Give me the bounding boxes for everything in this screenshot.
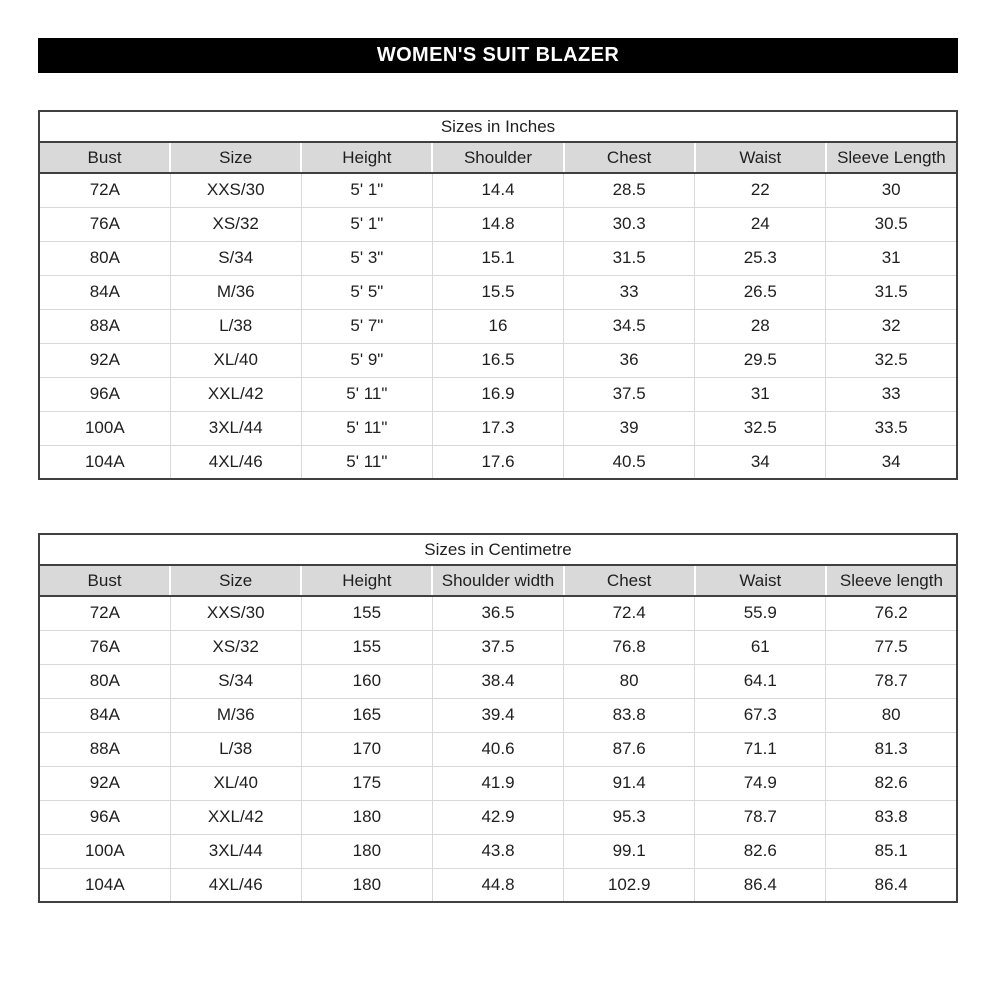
table-cell: 160 [301,664,432,698]
table-cell: 4XL/46 [170,445,301,479]
table-cell: 76A [39,207,170,241]
table-cell: 72A [39,173,170,207]
table-row [39,800,957,834]
table-cell: 32.5 [695,411,826,445]
column-header-size: Size [170,565,301,596]
table-cell: 80 [564,664,695,698]
table-cell: 87.6 [564,732,695,766]
table-cell: 25.3 [695,241,826,275]
table-cell: 5' 1" [301,173,432,207]
table-cell: 30.5 [826,207,957,241]
table-cell: 34 [826,445,957,479]
table-cell: 31.5 [826,275,957,309]
table-row [39,411,957,445]
table-cell: S/34 [170,241,301,275]
table-cell: 33 [564,275,695,309]
table-cell: 86.4 [695,868,826,902]
table-cell: 155 [301,596,432,630]
table-cell: XXL/42 [170,377,301,411]
table-cell: 36.5 [432,596,563,630]
table-header-row [39,142,957,173]
table-cell: 31 [826,241,957,275]
table-cell: 165 [301,698,432,732]
table-cell: 14.4 [432,173,563,207]
table-cell: 37.5 [432,630,563,664]
table-cell: 34 [695,445,826,479]
table-caption: Sizes in Centimetre [39,534,957,565]
column-header-chest: Chest [564,565,695,596]
table-cell: 5' 5" [301,275,432,309]
table-cell: 16.5 [432,343,563,377]
table-cell: 83.8 [826,800,957,834]
table-row [39,173,957,207]
table-row [39,664,957,698]
table-row [39,596,957,630]
centimetre-size-table [38,533,958,903]
table-cell: 15.1 [432,241,563,275]
table-cell: 180 [301,800,432,834]
table-cell: 5' 3" [301,241,432,275]
table-cell: 80 [826,698,957,732]
table-cell: 40.6 [432,732,563,766]
table-cell: 72A [39,596,170,630]
table-cell: XL/40 [170,343,301,377]
table-cell: 24 [695,207,826,241]
table-cell: 17.6 [432,445,563,479]
column-header-shoulder-width: Shoulder width [432,565,563,596]
table-cell: 34.5 [564,309,695,343]
table-cell: 36 [564,343,695,377]
column-header-waist: Waist [695,142,826,173]
column-header-shoulder: Shoulder [432,142,563,173]
table-cell: 55.9 [695,596,826,630]
table-row [39,343,957,377]
table-caption-row [39,111,957,142]
table-cell: 170 [301,732,432,766]
column-header-chest: Chest [564,142,695,173]
table-cell: 33 [826,377,957,411]
table-cell: M/36 [170,275,301,309]
table-cell: 95.3 [564,800,695,834]
table-cell: M/36 [170,698,301,732]
table-caption: Sizes in Inches [39,111,957,142]
table-cell: 84A [39,698,170,732]
table-cell: 43.8 [432,834,563,868]
table-cell: 44.8 [432,868,563,902]
table-cell: 88A [39,732,170,766]
table-cell: XXS/30 [170,596,301,630]
table-row [39,309,957,343]
table-cell: 88A [39,309,170,343]
table-cell: 5' 9" [301,343,432,377]
table-cell: XXS/30 [170,173,301,207]
table-row [39,445,957,479]
inches-size-table [38,110,958,480]
table-row [39,377,957,411]
table-cell: 72.4 [564,596,695,630]
table-cell: 99.1 [564,834,695,868]
table-header-row [39,565,957,596]
table-cell: 155 [301,630,432,664]
table-cell: 80A [39,241,170,275]
table-cell: 91.4 [564,766,695,800]
table-row [39,698,957,732]
table-cell: XS/32 [170,630,301,664]
table-row [39,766,957,800]
table-cell: 5' 11" [301,411,432,445]
table-cell: 14.8 [432,207,563,241]
table-cell: 4XL/46 [170,868,301,902]
table-cell: 67.3 [695,698,826,732]
table-cell: 76.8 [564,630,695,664]
table-cell: 16.9 [432,377,563,411]
table-cell: 32 [826,309,957,343]
table-cell: 100A [39,411,170,445]
column-header-bust: Bust [39,565,170,596]
table-cell: 16 [432,309,563,343]
table-cell: 38.4 [432,664,563,698]
table-cell: 76A [39,630,170,664]
table-cell: 85.1 [826,834,957,868]
table-cell: 30 [826,173,957,207]
table-cell: 83.8 [564,698,695,732]
table-cell: 104A [39,868,170,902]
table-cell: 28.5 [564,173,695,207]
table-cell: 96A [39,377,170,411]
table-cell: L/38 [170,732,301,766]
table-body [39,596,957,902]
table-cell: 78.7 [695,800,826,834]
table-cell: 28 [695,309,826,343]
table-row [39,630,957,664]
table-row [39,868,957,902]
table-cell: XXL/42 [170,800,301,834]
table-cell: 71.1 [695,732,826,766]
table-cell: 92A [39,343,170,377]
table-cell: 17.3 [432,411,563,445]
column-header-bust: Bust [39,142,170,173]
table-cell: 31 [695,377,826,411]
table-cell: 22 [695,173,826,207]
table-cell: 5' 11" [301,445,432,479]
table-cell: 175 [301,766,432,800]
table-row [39,732,957,766]
table-cell: 5' 11" [301,377,432,411]
table-cell: 30.3 [564,207,695,241]
table-cell: 86.4 [826,868,957,902]
table-cell: 74.9 [695,766,826,800]
column-header-height: Height [301,142,432,173]
page-title: WOMEN'S SUIT BLAZER [376,44,620,66]
table-row [39,207,957,241]
table-cell: 180 [301,868,432,902]
table-cell: 15.5 [432,275,563,309]
table-cell: 37.5 [564,377,695,411]
table-cell: 3XL/44 [170,411,301,445]
table-cell: 102.9 [564,868,695,902]
table-cell: 96A [39,800,170,834]
title-bar [38,38,958,73]
table-row [39,241,957,275]
table-cell: 29.5 [695,343,826,377]
table-caption-row [39,534,957,565]
table-cell: 80A [39,664,170,698]
table-cell: 77.5 [826,630,957,664]
table-cell: 82.6 [826,766,957,800]
column-header-waist: Waist [695,565,826,596]
table-cell: 33.5 [826,411,957,445]
table-cell: 81.3 [826,732,957,766]
table-cell: 100A [39,834,170,868]
table-cell: 76.2 [826,596,957,630]
table-cell: XS/32 [170,207,301,241]
table-cell: 31.5 [564,241,695,275]
table-row [39,275,957,309]
table-cell: 3XL/44 [170,834,301,868]
table-cell: 32.5 [826,343,957,377]
centimetre-size-table-section [38,533,958,903]
table-cell: 78.7 [826,664,957,698]
table-cell: 39.4 [432,698,563,732]
table-cell: 64.1 [695,664,826,698]
table-cell: S/34 [170,664,301,698]
table-cell: 84A [39,275,170,309]
table-cell: 92A [39,766,170,800]
table-cell: 40.5 [564,445,695,479]
table-cell: XL/40 [170,766,301,800]
table-cell: 41.9 [432,766,563,800]
table-cell: 82.6 [695,834,826,868]
table-cell: 104A [39,445,170,479]
table-cell: L/38 [170,309,301,343]
column-header-sleeve-length: Sleeve length [826,565,957,596]
column-header-sleeve-length: Sleeve Length [826,142,957,173]
table-cell: 5' 1" [301,207,432,241]
inches-size-table-section [38,110,958,480]
column-header-size: Size [170,142,301,173]
table-cell: 26.5 [695,275,826,309]
table-cell: 42.9 [432,800,563,834]
column-header-height: Height [301,565,432,596]
table-cell: 180 [301,834,432,868]
table-cell: 39 [564,411,695,445]
table-cell: 61 [695,630,826,664]
table-cell: 5' 7" [301,309,432,343]
table-row [39,834,957,868]
table-body [39,173,957,479]
